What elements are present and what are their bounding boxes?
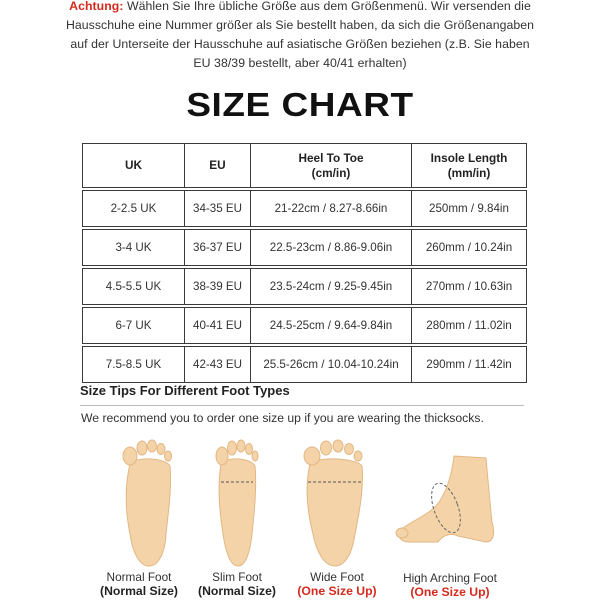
header-eu: EU [185, 144, 251, 188]
cell-heel: 23.5-24cm / 9.25-9.45in [251, 269, 412, 305]
cell-eu: 36-37 EU [185, 230, 251, 266]
notice-warning-label: Achtung: [69, 0, 124, 13]
cell-insole: 280mm / 11.02in [412, 308, 527, 344]
header-insole-length [412, 144, 527, 188]
table-row [83, 269, 527, 305]
cell-insole: 270mm / 10.63in [412, 269, 527, 305]
header-insole-length-unit: (mm/in) [447, 165, 491, 180]
cell-uk: 6-7 UK [83, 308, 185, 344]
cell-uk: 7.5-8.5 UK [83, 347, 185, 383]
notice-text [0, 0, 600, 73]
table-row [83, 347, 527, 383]
cell-eu: 40-41 EU [185, 308, 251, 344]
cell-insole: 250mm / 9.84in [412, 191, 527, 227]
slim-foot-advice: (Normal Size) [198, 584, 276, 598]
cell-insole: 290mm / 11.42in [412, 347, 527, 383]
normal-foot-advice: (Normal Size) [100, 584, 178, 598]
high-arch-foot-icon [394, 434, 498, 568]
slim-foot-name: Slim Foot [212, 570, 262, 584]
notice-line-3: auf der Unterseite der Hausschuhe auf asiatische Größen beziehen (z.B. Sie haben [70, 37, 530, 51]
cell-heel: 25.5-26cm / 10.04-10.24in [251, 347, 412, 383]
high-arch-foot-advice: (One Size Up) [410, 585, 490, 599]
table-row [83, 191, 527, 227]
slim-foot-illustration [209, 434, 265, 568]
cell-uk: 2-2.5 UK [83, 191, 185, 227]
cell-eu: 42-43 EU [185, 347, 251, 383]
table-row [83, 230, 527, 266]
header-heel-to-toe-unit: (cm/in) [311, 165, 351, 180]
high-arch-foot-illustration [394, 434, 498, 568]
notice-line-1: Wählen Sie Ihre übliche Größe aus dem Größenmenü. Wir versenden die [123, 0, 531, 13]
wide-foot-icon [302, 434, 368, 568]
cell-eu: 34-35 EU [185, 191, 251, 227]
size-chart-table [82, 143, 527, 383]
header-heel-to-toe [251, 144, 412, 188]
table-row [83, 308, 527, 344]
tips-title: Size Tips For Different Foot Types [80, 383, 290, 398]
size-chart-title: SIZE CHART [186, 86, 414, 123]
cell-insole: 260mm / 10.24in [412, 230, 527, 266]
cell-uk: 3-4 UK [83, 230, 185, 266]
cell-heel: 22.5-23cm / 8.86-9.06in [251, 230, 412, 266]
notice-line-4: EU 38/39 bestellt, aber 40/41 erhalten) [193, 56, 407, 70]
high-arch-foot-caption [390, 571, 510, 599]
tips-description: We recommend you to order one size up if you are wearing the thicksocks. [81, 411, 484, 425]
cell-heel: 24.5-25cm / 9.64-9.84in [251, 308, 412, 344]
wide-foot-caption [277, 570, 397, 598]
notice-line-2: Hausschuhe eine Nummer größer als Sie bestellt haben, da sich die Größenangaben [65, 18, 535, 32]
wide-foot-illustration [302, 434, 368, 568]
cell-eu: 38-39 EU [185, 269, 251, 305]
cell-heel: 21-22cm / 8.27-8.66in [251, 191, 412, 227]
normal-foot-name: Normal Foot [106, 570, 172, 584]
header-uk: UK [83, 144, 185, 188]
wide-foot-advice: (One Size Up) [297, 584, 377, 598]
high-arch-foot-name: High Arching Foot [403, 571, 497, 585]
normal-foot-icon [118, 434, 180, 568]
header-insole-length-label: Insole Length [430, 150, 508, 165]
header-heel-to-toe-label: Heel To Toe [298, 150, 364, 165]
tips-divider [80, 405, 524, 406]
wide-foot-name: Wide Foot [310, 570, 364, 584]
cell-uk: 4.5-5.5 UK [83, 269, 185, 305]
table-header-row [83, 144, 527, 188]
normal-foot-illustration [118, 434, 180, 568]
slim-foot-icon [209, 434, 265, 568]
